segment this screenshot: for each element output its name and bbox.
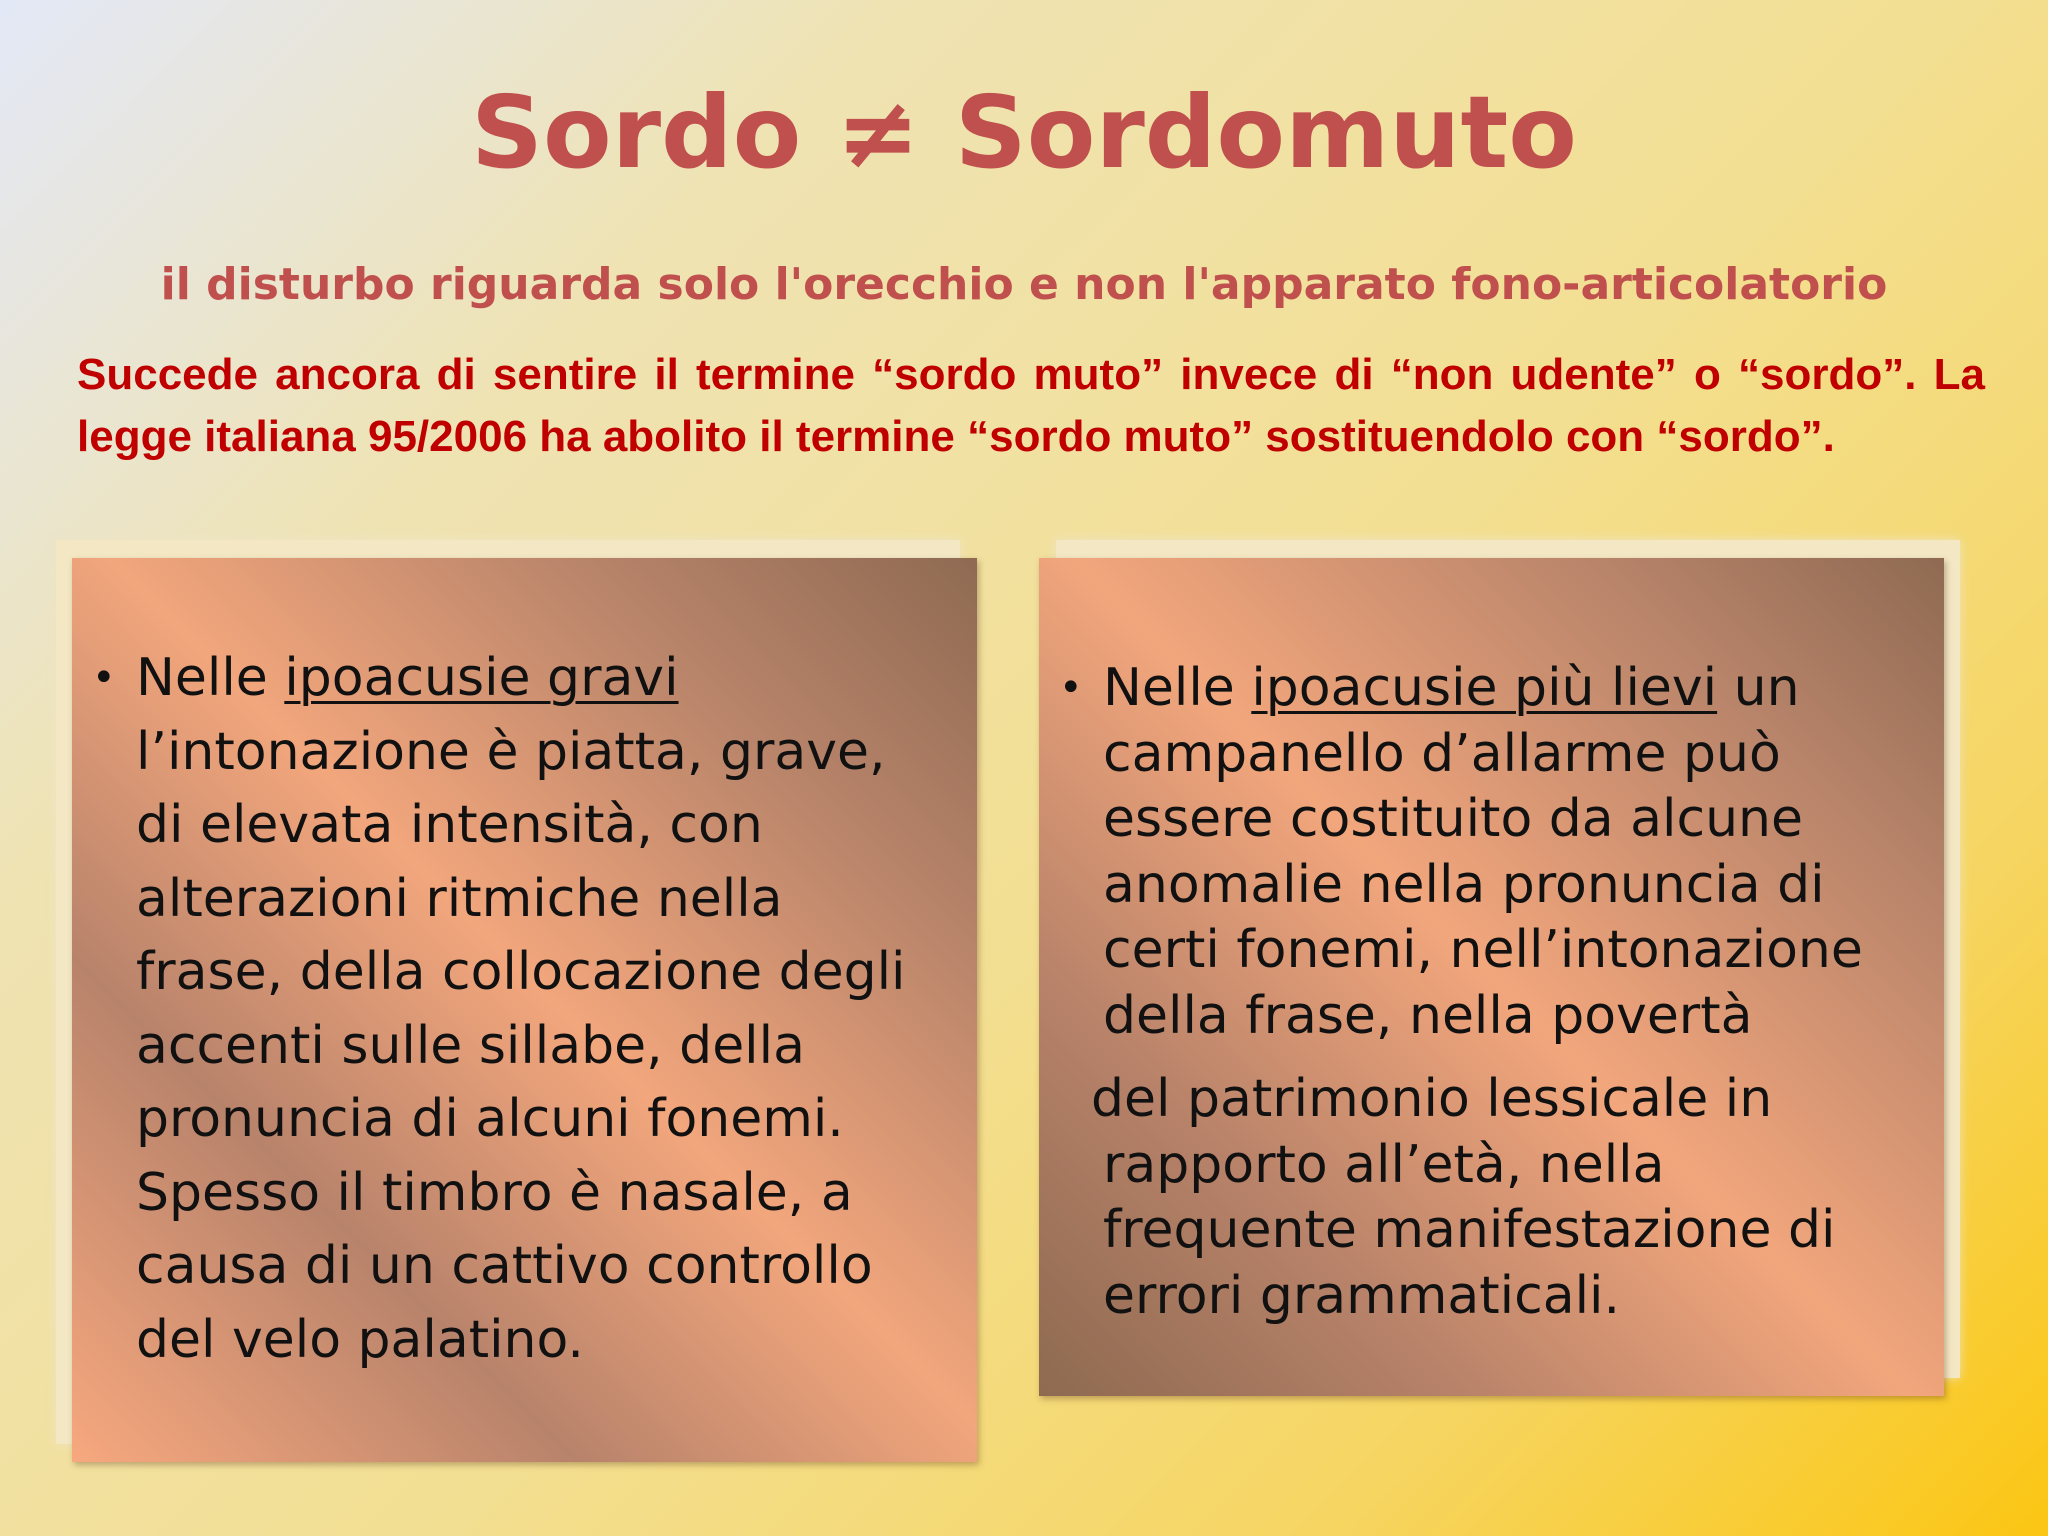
left-box-text: [92, 642, 906, 1377]
left-box-line: di elevata intensità, con: [136, 795, 763, 855]
left-box-line: del velo palatino.: [136, 1309, 584, 1370]
right-box-lead-tail: un: [1717, 658, 1800, 718]
bullet-point: •: [1059, 665, 1083, 711]
right-content-box: [1039, 558, 1944, 1396]
right-box-line: campanello d’allarme può: [1103, 723, 1781, 784]
right-box-line: essere costituito da alcune: [1103, 789, 1803, 849]
left-box-line: accenti sulle sillabe, della: [136, 1015, 805, 1076]
left-content-box: [72, 558, 977, 1462]
slide-subtitle: il disturbo riguarda solo l'orecchio e non l'apparato fono-articolatorio: [160, 259, 1888, 310]
right-box-outdent-line: del patrimonio lessicale in: [1091, 1069, 1773, 1129]
right-box-line: rapporto all’età, nella: [1103, 1134, 1665, 1195]
left-box-line: frase, della collocazione degli: [136, 942, 906, 1002]
right-box-underlined-term: ipoacusie più lievi: [1251, 658, 1718, 718]
right-box-line: della frase, nella povertà: [1103, 985, 1753, 1046]
left-box-lead: Nelle: [136, 648, 285, 708]
right-box-text: [1059, 656, 1863, 1329]
right-box-lead: Nelle: [1103, 658, 1252, 718]
right-box-line: certi fonemi, nell’intonazione: [1103, 920, 1863, 980]
bullet-point: •: [92, 655, 116, 701]
left-box-underlined-term: ipoacusie gravi: [284, 648, 679, 708]
slide-title: Sordo ≠ Sordomuto: [471, 74, 1577, 191]
left-box-line: pronuncia di alcuni fonemi.: [136, 1089, 844, 1149]
left-box-line: l’intonazione è piatta, grave,: [136, 721, 886, 782]
right-box-first-line: [1103, 656, 1863, 722]
right-box-line: errori grammaticali.: [1103, 1265, 1621, 1326]
left-box-first-line: [136, 642, 906, 716]
right-box-line: anomalie nella pronuncia di: [1103, 854, 1825, 915]
left-box-line: Spesso il timbro è nasale, a: [136, 1162, 853, 1223]
left-box-line: alterazioni ritmiche nella: [136, 868, 783, 929]
intro-paragraph: Succede ancora di sentire il termine “sordo muto” invece di “non udente” o “sordo”. La legge italiana 95/2006 ha abolito il termine “sordo muto” sostituendolo con “sordo”.: [77, 350, 1985, 461]
left-box-line: causa di un cattivo controllo: [136, 1236, 873, 1296]
right-box-line: frequente manifestazione di: [1103, 1200, 1836, 1260]
